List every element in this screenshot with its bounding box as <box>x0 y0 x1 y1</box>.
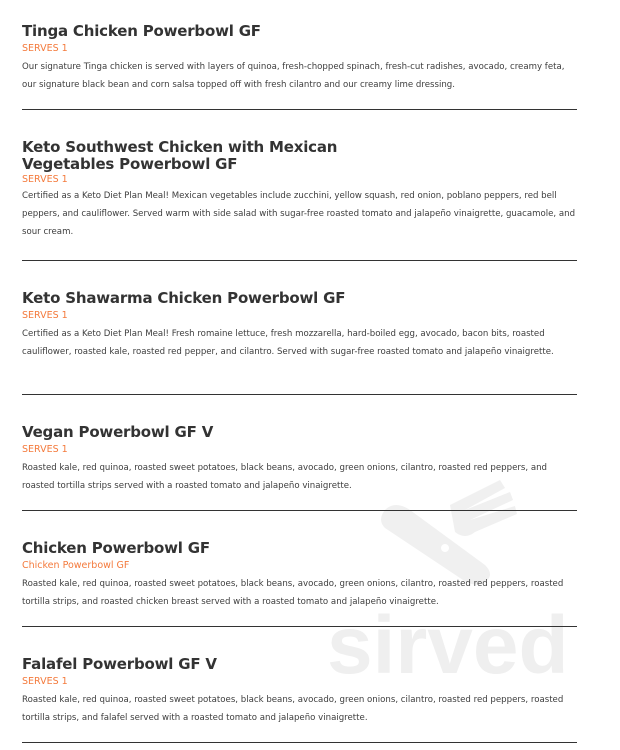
item-serves: SERVES 1 <box>22 444 68 455</box>
item-description: Certified as a Keto Diet Plan Meal! Mexican vegetables include zucchini, yellow squash, red onion, poblano peppers, red bell peppers, and cauliflower. Served warm with side salad with sugar-free roasted tomato and jalapeño vinaigrette, guacamole, and sour cream. <box>22 191 576 237</box>
menu-item <box>22 540 577 611</box>
divider <box>22 742 577 743</box>
item-serves: SERVES 1 <box>22 310 68 321</box>
item-title: Vegan Powerbowl GF V <box>22 423 214 441</box>
divider <box>22 394 577 395</box>
watermark-text: sirved <box>327 600 569 685</box>
item-description: Roasted kale, red quinoa, roasted sweet potatoes, black beans, avocado, green onions, cilantro, roasted red peppers, roasted tortilla strips, and roasted chicken breast served with a roasted tomato and jalapeño vinaigrette. <box>22 579 564 607</box>
menu-item <box>22 139 577 241</box>
menu-item <box>22 23 577 94</box>
menu-item <box>22 656 577 727</box>
item-serves: SERVES 1 <box>22 174 68 185</box>
item-title: Chicken Powerbowl GF <box>22 539 210 557</box>
divider <box>22 260 577 261</box>
menu-item <box>22 424 577 495</box>
divider <box>22 626 577 627</box>
divider <box>22 510 577 511</box>
item-title: Tinga Chicken Powerbowl GF <box>22 22 261 40</box>
item-title: Falafel Powerbowl GF V <box>22 655 217 673</box>
item-description: Roasted kale, red quinoa, roasted sweet potatoes, black beans, avocado, green onions, cilantro, roasted red peppers, roasted tortilla strips, and falafel served with a roasted tomato and jalapeño vinaigrette. <box>22 695 564 723</box>
item-description: Certified as a Keto Diet Plan Meal! Fresh romaine lettuce, fresh mozzarella, hard-boiled egg, avocado, bacon bits, roasted cauliflower, roasted kale, roasted red pepper, and cilantro. Served with sugar-free roasted tomato and jalapeño vinaigrette. <box>22 329 554 357</box>
item-serves: SERVES 1 <box>22 43 68 54</box>
item-description: Roasted kale, red quinoa, roasted sweet potatoes, black beans, avocado, green onions, cilantro, roasted red peppers, and roasted tortilla strips served with a roasted tomato and jalapeño vinaigrette. <box>22 463 548 491</box>
divider <box>22 109 577 110</box>
item-description: Our signature Tinga chicken is served with layers of quinoa, fresh-chopped spinach, fresh-cut radishes, avocado, creamy feta, our signature black bean and corn salsa topped off with fresh cilantro and our creamy lime dressing. <box>22 62 565 90</box>
item-title: Keto Shawarma Chicken Powerbowl GF <box>22 289 346 307</box>
item-serves: SERVES 1 <box>22 676 68 687</box>
item-serves: Chicken Powerbowl GF <box>22 560 130 571</box>
item-title: Keto Southwest Chicken with Mexican Vegetables Powerbowl GF <box>22 138 338 173</box>
menu-item <box>22 290 577 361</box>
